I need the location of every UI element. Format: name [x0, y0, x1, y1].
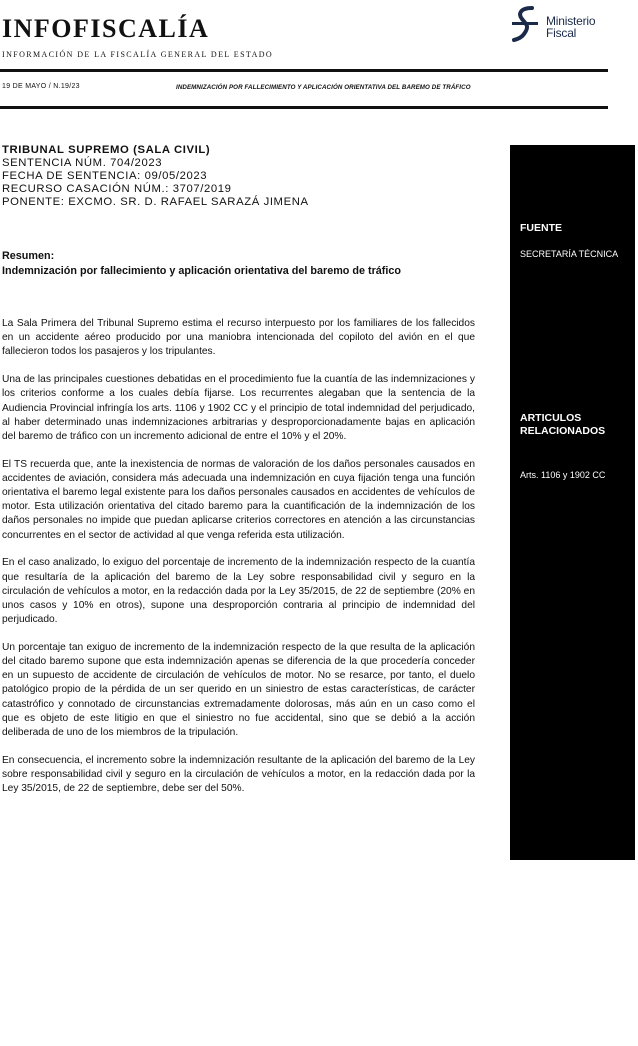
publication-brand: INFOFISCALÍA	[2, 14, 210, 43]
body-paragraph: Una de las principales cuestiones debatidas en el procedimiento fue la cuantía de las indemnizaciones y los criterios conforme a los cuales debía fijarse. Los recurrentes alegaban que la sentencia de la Audiencia Provincial infringía los arts. 1106 y 1902 CC y el principio de total indemnidad del perjudicado, al haber determinado unas indemnizaciones arbitrarias y desproporcionadamente bajas en aplicación del baremo de tráfico con un incremento adicional de entre el 10% y el 20%.	[2, 374, 475, 442]
header-rule-top	[0, 69, 608, 72]
court-date: FECHA DE SENTENCIA: 09/05/2023	[2, 170, 208, 182]
body-paragraph: Un porcentaje tan exiguo de incremento de la indemnización respecto de la que resulta de la aplicación del citado baremo supone que esta indemnización apenas se diferencia de la que procedería conceder en un supuesto de accidente de circulación de vehículos de motor. No se resarce, por tanto, el duelo patológico propio de la pérdida de un ser querido en un siniestro de estas características, de carácter catastrófico y connotado de circunstancias extremadamente dolorosas, más aún en un caso como el que es objeto de este litigio en que el siniestro no fue accidental, sino que se debió a la acción deliberada de uno de los miembros de la tripulación.	[2, 641, 475, 739]
logo-line-1: Ministerio	[546, 14, 596, 28]
body-paragraph: El TS recuerda que, ante la inexistencia de normas de valoración de los daños personales causados en accidentes de aviación, considera más adecuada una indemnización en cuya fijación tenga una función orientativa el baremo legal existente para los daños personales causados en accidentes de vehículos de motor. Esta utilización orientativa del citado baremo para la cuantificación de la indemnización de los daños personales no impide que puedan aplicarse criterios correctores en atención a las circunstancias concurrentes en el sector de actividad al que venga referida esta utilización.	[2, 458, 475, 541]
ministerio-fiscal-emblem-icon	[510, 4, 542, 44]
body-paragraph: En consecuencia, el incremento sobre la indemnización resultante de la aplicación del baremo de la Ley sobre responsabilidad civil y seguro en la circulación de vehículos a motor, en la redacción dada por la Ley 35/2015, de 22 de septiembre, debe ser del 50%.	[2, 754, 475, 795]
article-body	[2, 317, 475, 810]
court-appeal: RECURSO CASACIÓN NÚM.: 3707/2019	[2, 183, 232, 195]
summary-label: Resumen:	[2, 250, 55, 262]
summary-text: Indemnización por fallecimiento y aplicación orientativa del baremo de tráfico	[2, 265, 401, 277]
articles-label: ARTICULOS RELACIONADOS	[520, 412, 606, 437]
source-label: FUENTE	[520, 222, 562, 234]
publication-subtitle: INFORMACIÓN DE LA FISCALÍA GENERAL DEL ESTADO	[2, 50, 274, 59]
issue-topic: INDEMNIZACIÓN POR FALLECIMIENTO Y APLICACIÓN ORIENTATIVA DEL BAREMO DE TRÁFICO	[176, 84, 471, 91]
court-details	[2, 144, 309, 209]
info-sidebar	[510, 145, 635, 860]
header-rule-bottom	[0, 106, 608, 109]
court-title: TRIBUNAL SUPREMO (SALA CIVIL)	[2, 144, 211, 156]
issue-date: 19 DE MAYO / N.19/23	[2, 83, 80, 90]
court-judge: PONENTE: EXCMO. SR. D. RAFAEL SARAZÁ JIMENA	[2, 196, 309, 208]
court-sentence: SENTENCIA NÚM. 704/2023	[2, 157, 163, 169]
articles-value: Arts. 1106 y 1902 CC	[520, 470, 606, 480]
body-paragraph: En el caso analizado, lo exiguo del porcentaje de incremento de la indemnización respecto de la cuantía que resultaría de la aplicación del baremo de la Ley sobre responsabilidad civil y seguro en la circulación de vehículos a motor, en la redacción dada por la Ley 35/2015, de 22 de septiembre (20% en unos casos y 10% en otros), supone una desproporción contraria al principio de indemnidad del perjudicado.	[2, 557, 475, 626]
summary	[2, 249, 401, 279]
ministerio-fiscal-logo	[510, 4, 620, 44]
body-paragraph: La Sala Primera del Tribunal Supremo estima el recurso interpuesto por los familiares de los fallecidos en un accidente aéreo producido por una maniobra intencionada del copiloto del avión en el que fallecieron todos los pasajeros y los tripulantes.	[2, 318, 475, 358]
source-value: SECRETARÍA TÉCNICA	[520, 249, 619, 259]
logo-line-2: Fiscal	[546, 26, 577, 40]
